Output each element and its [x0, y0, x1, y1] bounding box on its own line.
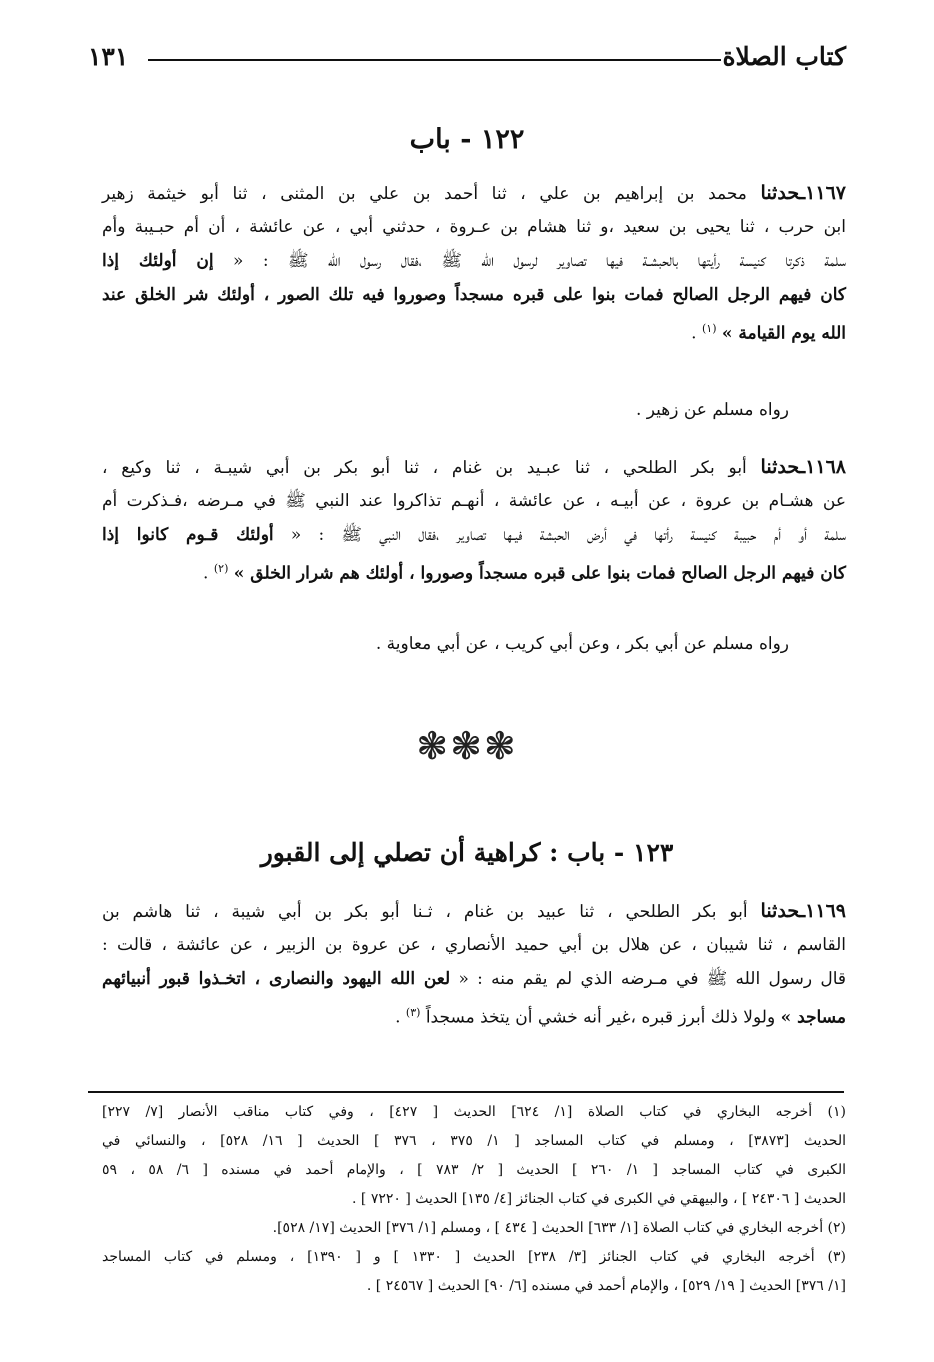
- hadith-text: أبو بكر الطلحي ، ثنا عبيد بن غنام ، ثـنا أبو بكر بن أبي شيبة ، ثنا هاشم بن: [102, 902, 748, 922]
- hadith-line: [102, 518, 846, 552]
- hadith-number: ١١٦٨ـ: [799, 456, 847, 478]
- hadith-text: سلمة ذكرتا كنيسة رأيتها بالحبشـة فيها تصاوير لرسول الله ﷺ ،فقال رسول الله ﷺ : «: [233, 251, 847, 271]
- footnote-ref: (٢): [213, 562, 229, 575]
- footnote-line: (٣) أخرجه البخاري في كتاب الجنائز [٣/ ٢٣٨] الحديث [ ١٣٣٠ ] و [ ١٣٩٠] ، ومسلم في كتاب المساجد: [102, 1249, 846, 1265]
- section-divider: ❃❃❃: [416, 724, 518, 768]
- hadith-matn: مساجد »: [780, 1007, 846, 1028]
- hadith-matn: كان فيهم الرجل الصالح فمات بنوا على قبره مسجداً وصوروا ، أولئك هم شرار الخلق »: [233, 563, 846, 584]
- footnote-line: (١) أخرجه البخاري في كتاب الصلاة [١/ ٦٢٤] الحديث [ ٤٢٧] ، وفي كتاب مناقب الأنصار [٧/ ٢٢٧]: [102, 1104, 847, 1120]
- hadith-line: [102, 552, 846, 586]
- hadith-1167: [102, 176, 846, 346]
- chapter-heading-123: ١٢٣ - باب : كراهية أن تصلي إلى القبور: [260, 838, 674, 867]
- hadith-matn: الله يوم القيامة »: [721, 323, 846, 344]
- narration-note: رواه مسلم عن زهير .: [635, 400, 789, 420]
- haddatha-word: حدثنا: [760, 456, 800, 478]
- footnotes: [102, 1098, 846, 1301]
- hadith-line: [102, 894, 846, 928]
- hadith-number: ١١٦٩ـ: [799, 900, 846, 922]
- footnote-ref: (٣): [405, 1006, 421, 1019]
- hadith-text: قال رسول الله ﷺ في مـرضه الذي لم يقم منه : «: [458, 969, 846, 989]
- hadith-text: سلمة أو أم حبيبة كنيسة رأتها في أرض الحبشة فيـها تصاوير ،فقال النبي ﷺ : «: [290, 525, 847, 545]
- hadith-matn: إن أولئك إذا: [102, 251, 214, 271]
- haddatha-word: حدثنا: [760, 182, 800, 204]
- hadith-text: أبو بكر الطلحي ، ثنا عبـيد بن غنام ، ثنا أبو بكر بن أبي شيبـة ، ثنا وكيع ،: [102, 458, 747, 478]
- hadith-text: ولولا ذلك أبرز قبره ،غير أنه خشي أن يتخذ مسجداً: [425, 1007, 776, 1028]
- hadith-1168: [102, 450, 846, 586]
- hadith-matn: أولئك قـوم كانوا إذا: [102, 525, 274, 545]
- footnote-line: [١/ ٣٧٦] الحديث [ ١٩/ ٥٢٩] ، والإمام أحمد في مسنده [٦/ ٩٠] الحديث [ ٢٤٥٦٧ ] .: [366, 1278, 846, 1294]
- hadith-line: عن هشـام بن عروة ، عن أبيـه ، عن عائشة ، أنهـم تذاكروا عند النبي ﷺ في مـرضه ،فـذكرت أم: [102, 491, 847, 511]
- hadith-text: .: [691, 323, 697, 344]
- hadith-1169: [102, 894, 846, 1030]
- book-title: كتاب الصلاة: [722, 42, 846, 71]
- hadith-line: ابن حرب ، ثنا يحيى بن سعيد ،و ثنا هشام بن عـروة ، حدثني أبي ، عن عائشة ، أن أم حبـيبة وأم: [102, 217, 846, 237]
- hadith-line: [102, 176, 846, 210]
- narration-note: رواه مسلم عن أبي بكر ، وعن أبي كريب ، عن أبي معاوية .: [375, 634, 789, 654]
- hadith-line: [102, 450, 846, 484]
- hadith-line: [102, 312, 846, 346]
- hadith-matn-line: كان فيهم الرجل الصالح فمات بنوا على قبره مسجداً وصوروا فيه تلك الصور ، أولئك شر الخلق عند: [102, 285, 846, 305]
- header-rule: [148, 59, 721, 61]
- footnote-line: الكبرى في كتاب المساجد [ ١/ ٢٦٠ ] الحديث [ ٢/ ٧٨٣ ] ، والإمام أحمد في مسنده [ ٦/ ٥٨ ، ٥٩: [102, 1162, 847, 1178]
- chapter-heading-122: ١٢٢ - باب: [409, 124, 525, 155]
- hadith-line: [102, 244, 846, 278]
- hadith-line: [102, 962, 846, 996]
- hadith-text: .: [203, 563, 209, 584]
- hadith-line: [102, 996, 846, 1030]
- footnote-ref: (١): [701, 322, 717, 335]
- footnote-line: (٢) أخرجه البخاري في كتاب الصلاة [١/ ٦٣٣] الحديث [ ٤٣٤ ] ، ومسلم [١/ ٣٧٦] الحديث [١٧/ ٥٢٨].: [272, 1220, 846, 1236]
- footnote-line: الحديث [٣٨٧٣] ، ومسلم في كتاب المساجد [ ١/ ٣٧٥ ، ٣٧٦ ] الحديث [ ١٦/ ٥٢٨] ، والنسائي في: [102, 1133, 847, 1149]
- hadith-number: ١١٦٧ـ: [799, 182, 846, 204]
- hadith-line: القاسم ، ثنا شيبان ، عن هلال بن أبي حميد الأنصاري ، عن عروة بن الزبير ، عن عائشة ، قالت :: [102, 935, 846, 955]
- hadith-text: .: [395, 1007, 401, 1028]
- hadith-text: محمد بن إبراهيم بن علي ، ثنا أحمد بن علي بن المثنى ، ثنا أبو خيثمة زهير: [102, 184, 747, 204]
- page-header: [88, 38, 846, 78]
- page-number: ١٣١: [88, 42, 129, 71]
- footnote-line: الحديث [ ٢٤٣٠٦ ] ، والبيهقي في الكبرى في كتاب الجنائز [٤/ ١٣٥] الحديث [ ٧٢٢٠ ] .: [352, 1191, 846, 1207]
- footnote-rule: [88, 1091, 844, 1093]
- hadith-matn: لعن الله اليهود والنصارى ، اتخـذوا قبور أنبيائهم: [102, 969, 451, 989]
- haddatha-word: حدثنا: [760, 900, 800, 922]
